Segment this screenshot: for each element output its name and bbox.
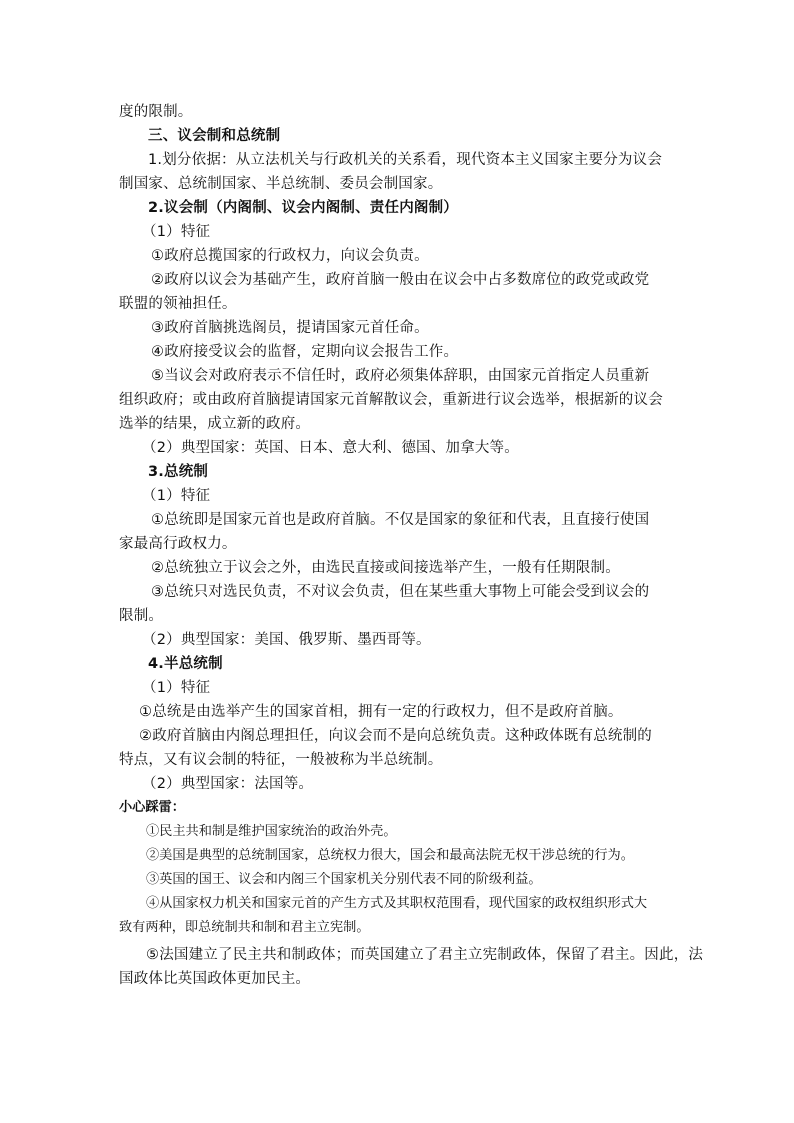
text-line: 国政体比英国政体更加民主。 [119,971,311,987]
subsection-heading: 3.总统制 [148,464,209,480]
text-line: 选举的结果，成立新的政府。 [119,416,311,432]
subsection-heading: 4.半总统制 [148,656,223,672]
text-line: ②总统独立于议会之外，由选民直接或间接选举产生，一般有任期限制。 [151,560,620,576]
text-line: ①总统即是国家元首也是政府首脑。不仅是国家的象征和代表，且直接行使国 [151,512,650,528]
text-line: ①民主共和制是维护国家统治的政治外壳。 [146,824,397,839]
section-heading: 三、议会制和总统制 [148,128,281,144]
warning-heading: 小心踩雷： [119,800,185,815]
text-line: ④政府接受议会的监督，定期向议会报告工作。 [151,344,459,360]
text-line: （1）特征 [142,488,211,504]
text-line: ③政府首脑挑选阁员，提请国家元首任命。 [151,320,429,336]
text-line: （1）特征 [142,680,211,696]
text-line: ⑤法国建立了民主共和制政体；而英国建立了君主立宪制政体，保留了君主。因此，法 [146,947,704,963]
text-line: 家最高行政权力。 [119,536,237,552]
text-line: （1）特征 [142,224,211,240]
text-line: 联盟的领袖担任。 [119,296,237,312]
text-line: ③总统只对选民负责，不对议会负责，但在某些重大事物上可能会受到议会的 [151,584,650,600]
text-line: 度的限制。 [119,104,193,120]
text-line: ②美国是典型的总统制国家，总统权力很大，国会和最高法院无权干涉总统的行为。 [146,848,634,863]
text-line: ①政府总揽国家的行政权力，向议会负责。 [151,248,429,264]
text-line: ④从国家权力机关和国家元首的产生方式及其职权范围看，现代国家的政权组织形式大 [146,896,648,911]
text-line: （2）典型国家：美国、俄罗斯、墨西哥等。 [142,632,431,648]
text-line: 组织政府；或由政府首脑提请国家元首解散议会，重新进行议会选举，根据新的议会 [119,392,663,408]
text-line: （2）典型国家：英国、日本、意大利、德国、加拿大等。 [142,440,519,456]
text-line: 1.划分依据：从立法机关与行政机关的关系看，现代资本主义国家主要分为议会 [148,152,663,168]
text-line: 特点，又有议会制的特征，一般被称为半总统制。 [119,752,443,768]
subsection-heading: 2.议会制（内阁制、议会内阁制、责任内阁制） [148,200,458,216]
text-line: 限制。 [119,608,164,624]
text-line: （2）典型国家：法国等。 [142,776,314,792]
text-line: 制国家、总统制国家、半总统制、委员会制国家。 [119,176,443,192]
text-line: 致有两种，即总统制共和制和君主立宪制。 [119,920,370,935]
text-line: ①总统是由选举产生的国家首相，拥有一定的行政权力，但不是政府首脑。 [139,704,623,720]
text-line: ③英国的国王、议会和内阁三个国家机关分别代表不同的阶级利益。 [146,872,542,887]
text-line: ⑤当议会对政府表示不信任时，政府必须集体辞职，由国家元首指定人员重新 [151,368,650,384]
text-line: ②政府首脑由内阁总理担任，向议会而不是向总统负责。这种政体既有总统制的 [139,728,652,744]
text-line: ②政府以议会为基础产生，政府首脑一般由在议会中占多数席位的政党或政党 [151,272,650,288]
